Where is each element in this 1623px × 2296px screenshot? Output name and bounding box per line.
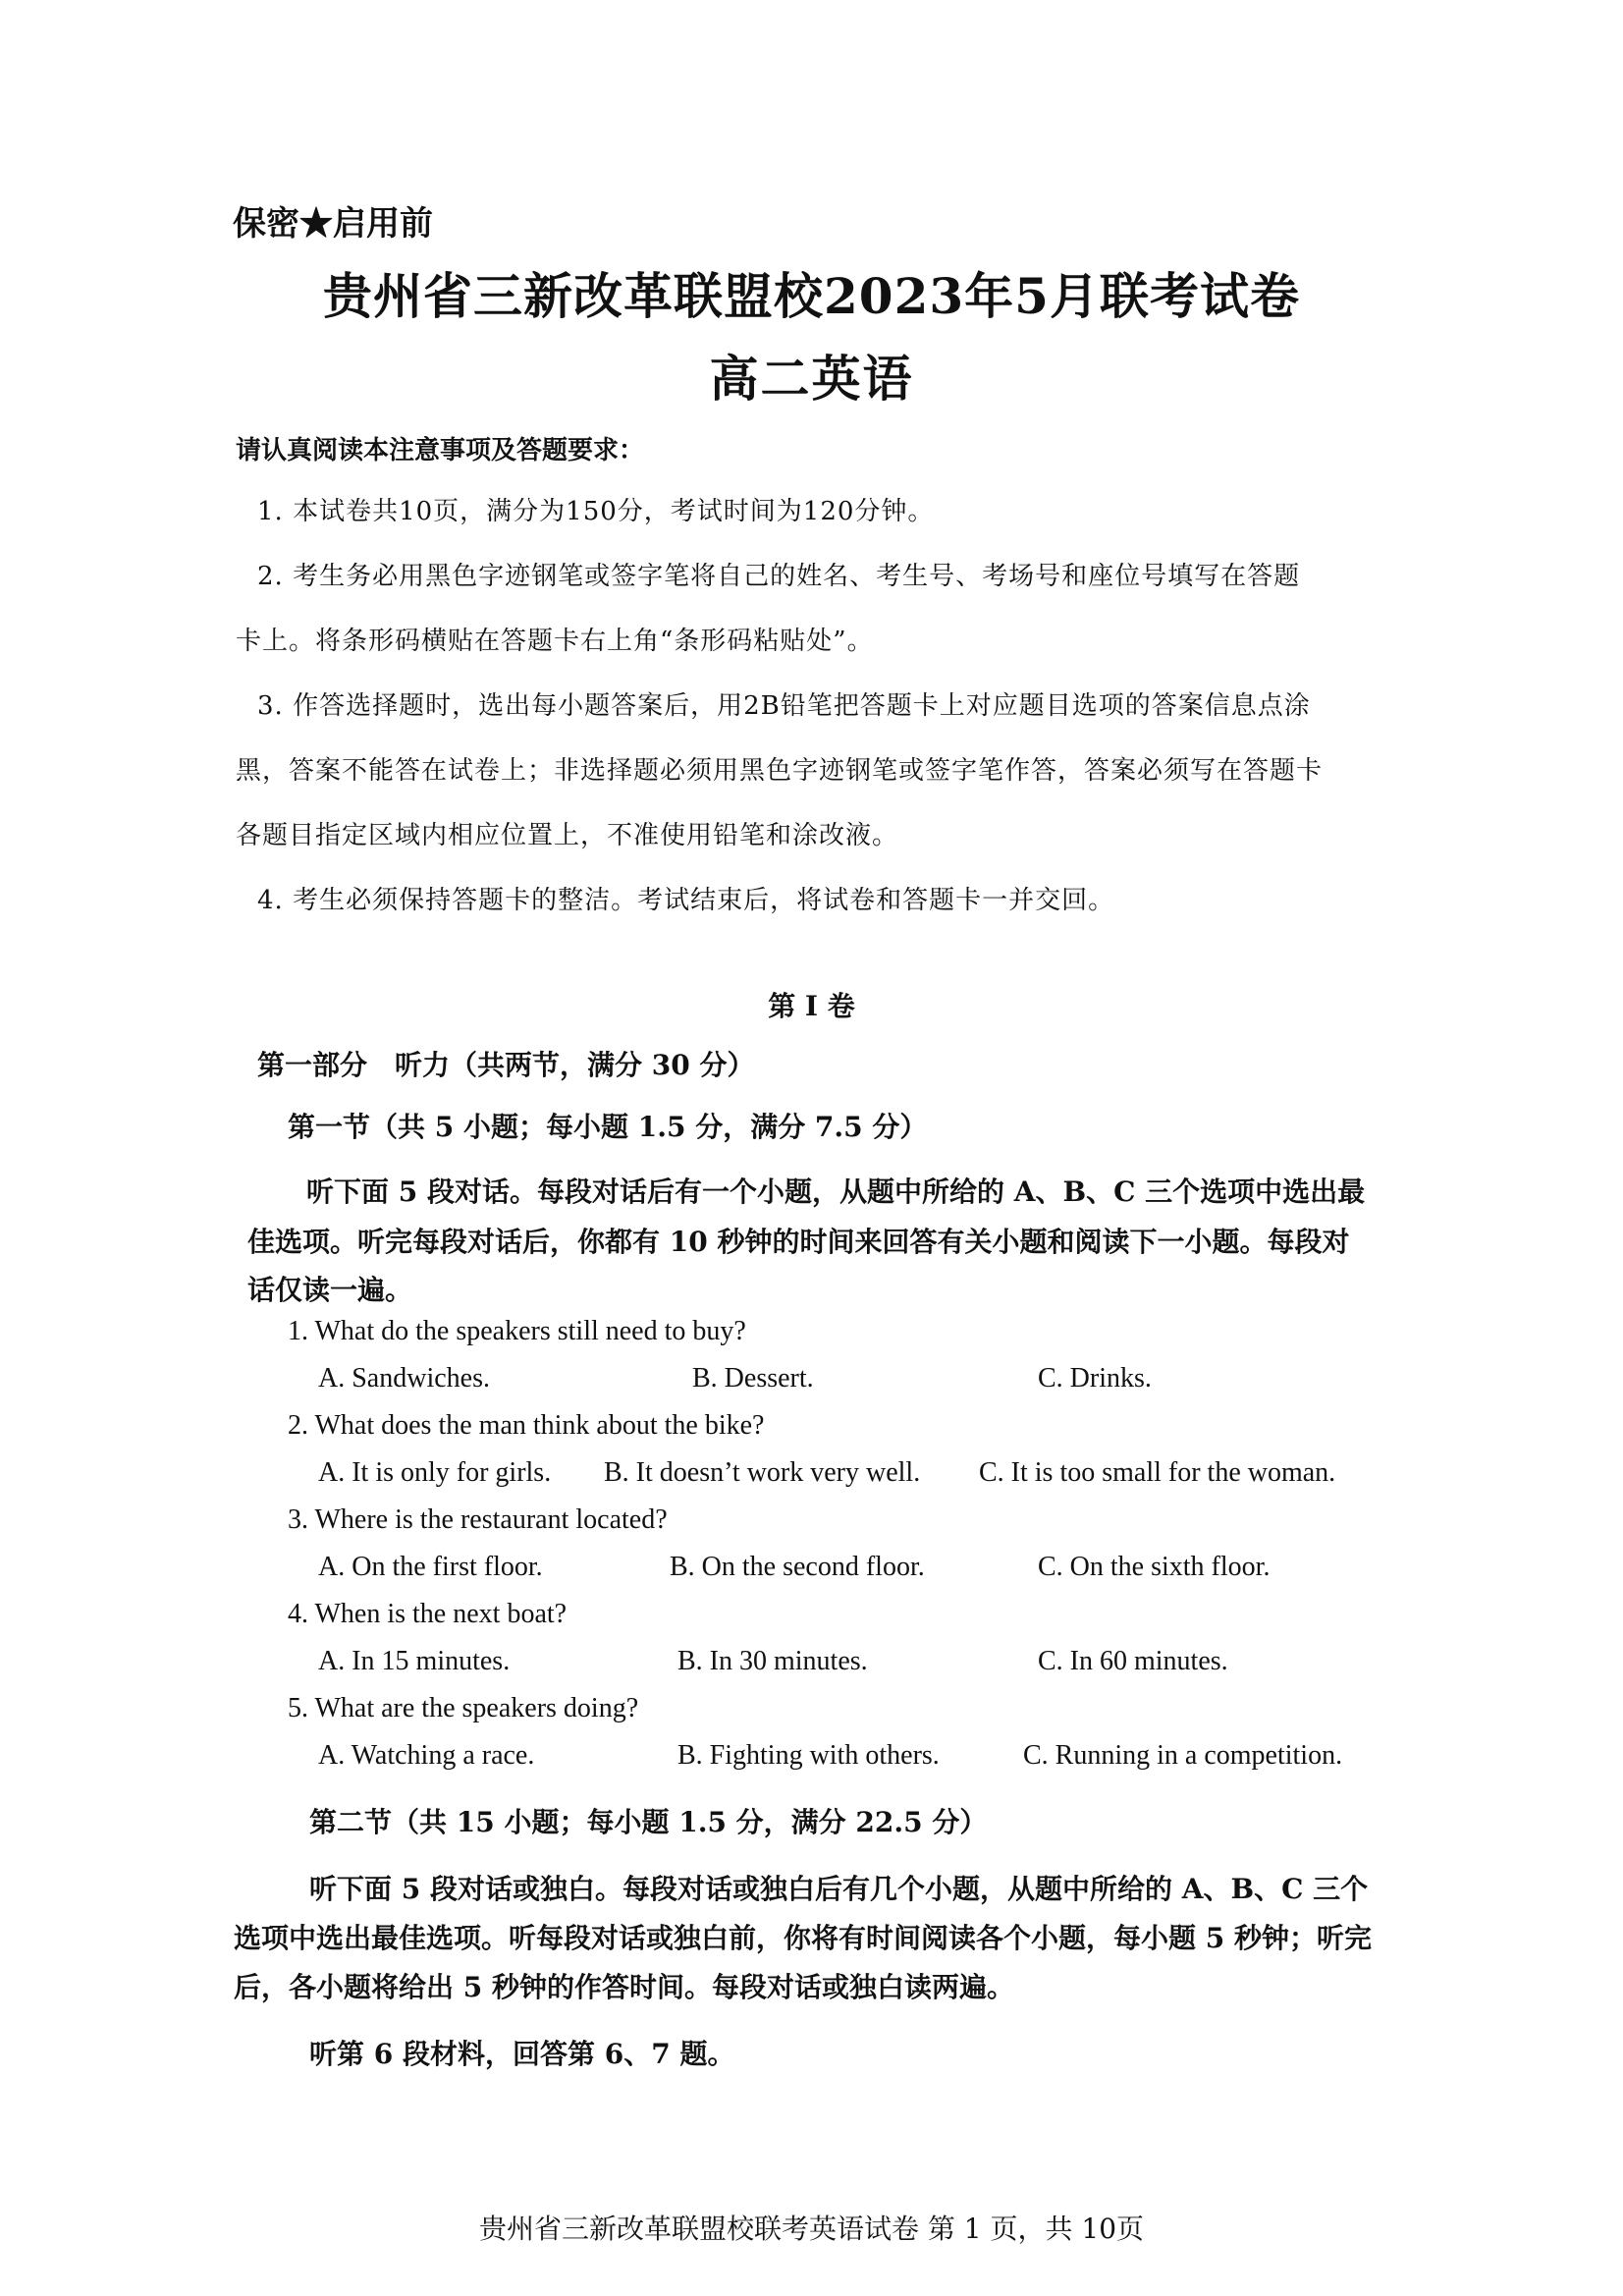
question-5-option-a: A. Watching a race.	[318, 1740, 535, 1771]
part1-heading: 第一部分 听力（共两节，满分 30 分）	[257, 1049, 755, 1081]
notice-line-7: 4. 考生必须保持答题卡的整洁。考试结束后，将试卷和答题卡一并交回。	[257, 886, 1115, 915]
notice-line-5: 黑，答案不能答在试卷上；非选择题必须用黑色字迹钢笔或签字笔作答，答案必须写在答题卡	[236, 756, 1324, 786]
section1-instruction-3: 话仅读一遍。	[247, 1274, 413, 1306]
question-4-option-a: A. In 15 minutes.	[318, 1646, 511, 1676]
question-2-stem: 2. What does the man think about the bike?	[288, 1410, 765, 1441]
question-3-option-a: A. On the first floor.	[318, 1552, 543, 1582]
notice-line-4: 3. 作答选择题时，选出每小题答案后，用2B铅笔把答题卡上对应题目选项的答案信息点涂	[257, 691, 1311, 721]
question-5-option-c: C. Running in a competition.	[1023, 1740, 1343, 1771]
exam-title: 贵州省三新改革联盟校2023年5月联考试卷	[323, 267, 1300, 325]
section2-heading: 第二节（共 15 小题；每小题 1.5 分，满分 22.5 分）	[309, 1806, 988, 1838]
question-1-option-b: B. Dessert.	[692, 1363, 814, 1394]
notice-heading: 请认真阅读本注意事项及答题要求：	[236, 436, 645, 465]
question-5-option-b: B. Fighting with others.	[677, 1740, 940, 1771]
question-5-stem: 5. What are the speakers doing?	[288, 1693, 639, 1723]
volume-label: 第 I 卷	[768, 990, 855, 1022]
question-1-stem: 1. What do the speakers still need to buy?	[288, 1316, 746, 1346]
material-note: 听第 6 段材料，回答第 6、7 题。	[309, 2038, 735, 2070]
question-3-option-c: C. On the sixth floor.	[1038, 1552, 1271, 1582]
question-3-stem: 3. Where is the restaurant located?	[288, 1504, 668, 1535]
secret-label: 保密★启用前	[233, 204, 433, 244]
section1-instruction-2: 佳选项。听完每段对话后，你都有 10 秒钟的时间来回答有关小题和阅读下一小题。每段对	[247, 1226, 1350, 1258]
section1-instruction-1: 听下面 5 段对话。每段对话后有一个小题，从题中所给的 A、B、C 三个选项中选出最	[306, 1175, 1366, 1208]
question-4-stem: 4. When is the next boat?	[288, 1599, 568, 1629]
question-2-option-a: A. It is only for girls.	[318, 1457, 552, 1488]
notice-line-2: 2. 考生务必用黑色字迹钢笔或签字笔将自己的姓名、考生号、考场号和座位号填写在答题	[257, 562, 1301, 591]
section2-instruction-3: 后，各小题将给出 5 秒钟的作答时间。每段对话或独白读两遍。	[234, 1971, 1014, 2003]
section1-heading: 第一节（共 5 小题；每小题 1.5 分，满分 7.5 分）	[288, 1111, 928, 1143]
question-4-option-b: B. In 30 minutes.	[677, 1646, 868, 1676]
question-2-option-b: B. It doesn’t work very well.	[604, 1457, 921, 1488]
notice-line-3: 卡上。将条形码横贴在答题卡右上角“条形码粘贴处”。	[236, 627, 874, 656]
question-1-option-c: C. Drinks.	[1038, 1363, 1152, 1394]
section2-instruction-1: 听下面 5 段对话或独白。每段对话或独白后有几个小题，从题中所给的 A、B、C 三个	[309, 1873, 1369, 1905]
subject-title: 高二英语	[709, 350, 914, 408]
question-3-option-b: B. On the second floor.	[670, 1552, 925, 1582]
notice-line-1: 1. 本试卷共10页，满分为150分，考试时间为120分钟。	[257, 497, 935, 526]
question-1-option-a: A. Sandwiches.	[318, 1363, 490, 1394]
notice-line-6: 各题目指定区域内相应位置上，不准使用铅笔和涂改液。	[236, 821, 899, 850]
page-footer: 贵州省三新改革联盟校联考英语试卷 第 1 页，共 10页	[478, 2213, 1145, 2245]
question-4-option-c: C. In 60 minutes.	[1038, 1646, 1228, 1676]
question-2-option-c: C. It is too small for the woman.	[979, 1457, 1336, 1488]
section2-instruction-2: 选项中选出最佳选项。听每段对话或独白前，你将有时间阅读各个小题，每小题 5 秒钟；听完	[234, 1922, 1372, 1954]
